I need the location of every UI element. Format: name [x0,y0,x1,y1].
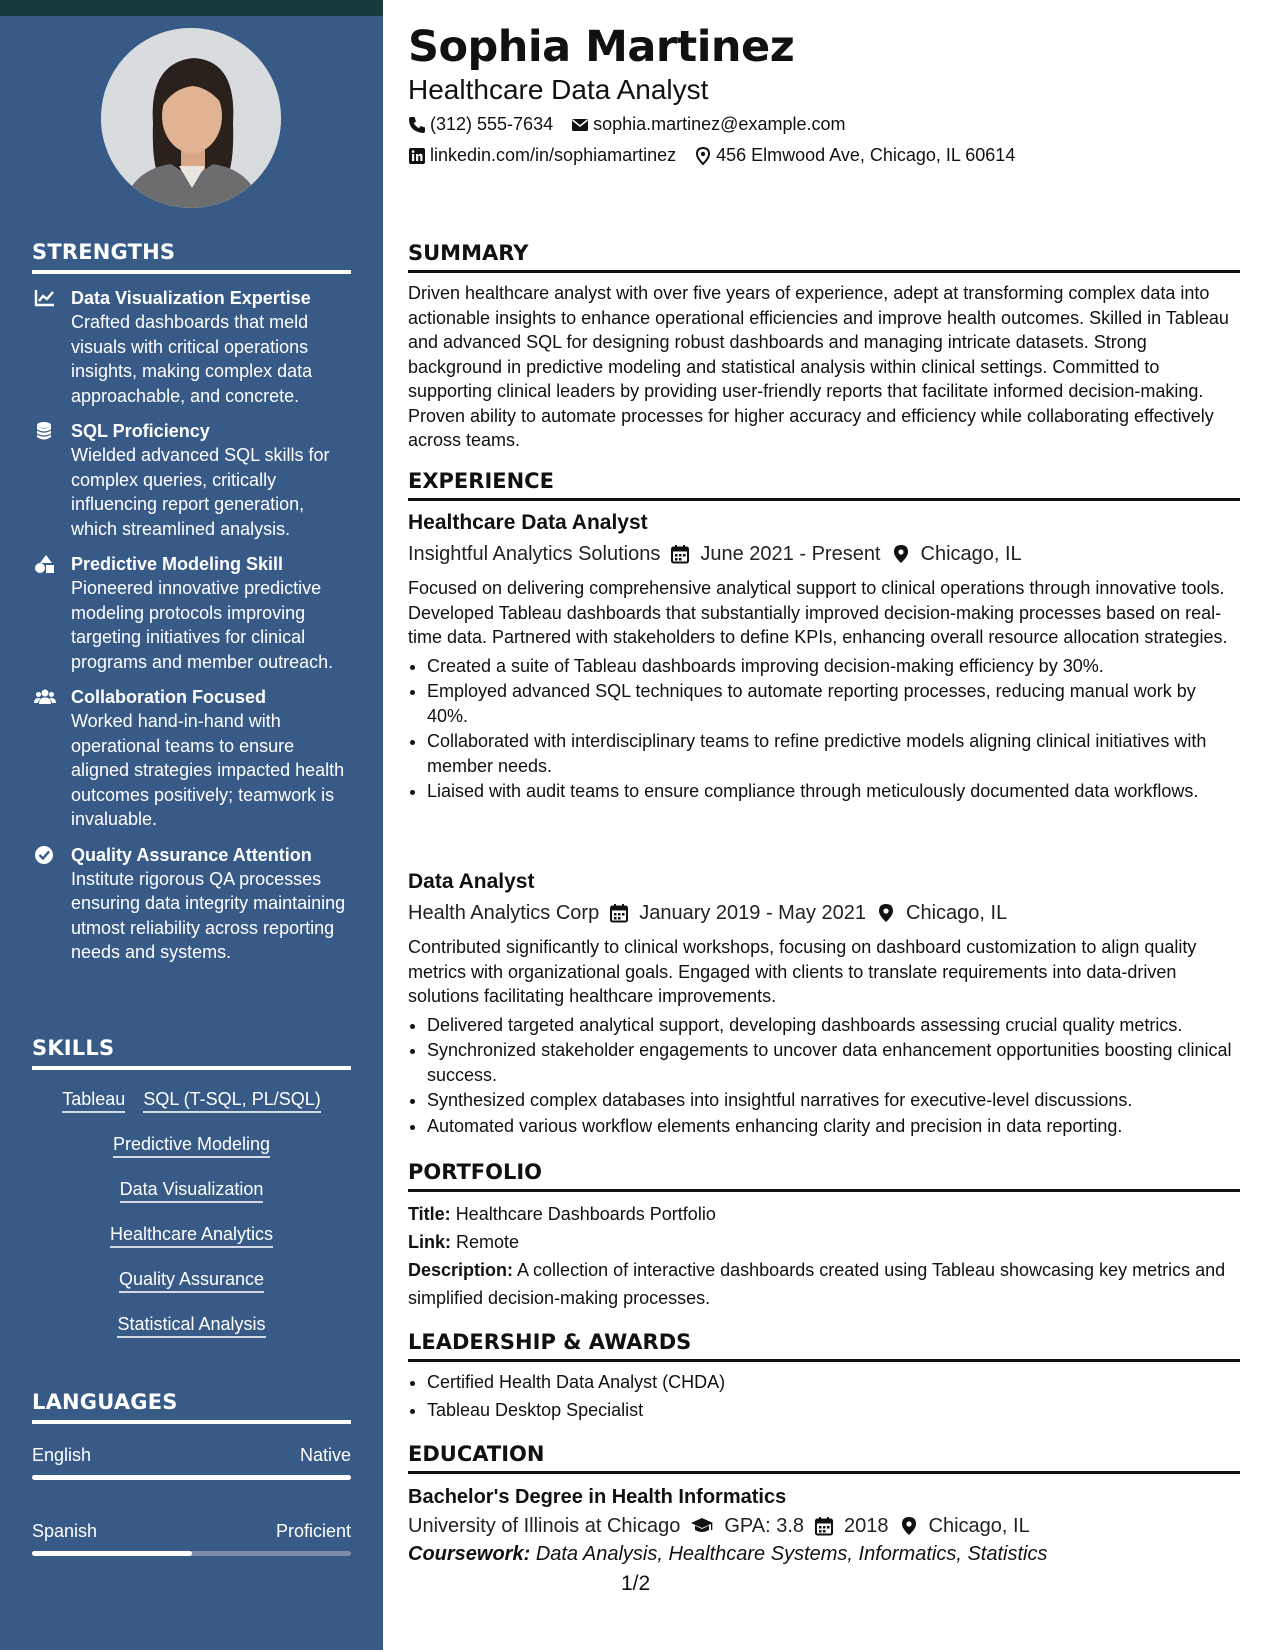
degree-title: Bachelor's Degree in Health Informatics [408,1486,787,1508]
portfolio-heading: PORTFOLIO [408,1160,1240,1192]
awards-block [408,1369,1240,1425]
coursework-text: Data Analysis, Healthcare Systems, Informatics, Statistics [535,1543,1048,1565]
gpa: GPA: 3.8 [724,1515,805,1537]
language-proficiency-bar [32,1551,351,1556]
users-icon [34,687,56,707]
map-marker-icon [891,544,911,564]
strength-desc: Crafted dashboards that meld visuals with critical operations insights, making complex data approachable, and concrete. [71,312,313,406]
experience-heading: EXPERIENCE [408,469,1240,501]
strength-desc: Pioneered innovative predictive modeling protocols improving targeting initiatives for clinical programs and member outreach. [71,578,334,672]
portfolio-block [408,1200,1240,1312]
avatar [101,28,281,208]
portfolio-title-line [408,1200,1240,1228]
school-name: University of Illinois at Chicago [408,1515,681,1537]
contact-row [408,114,845,135]
coursework-line [408,1540,1240,1568]
job-bullet: • Employed advanced SQL techniques to automate reporting processes, reducing manual work by 40%. [427,679,1240,728]
job-bullet: • Synchronized stakeholder engagements to uncover data enhancement opportunities boosting clinical success. [427,1038,1240,1087]
linkedin-contact [408,145,676,166]
map-marker-icon [694,147,712,165]
candidate-role: Healthcare Data Analyst [408,74,709,105]
portfolio-desc-line [408,1256,1240,1312]
job-bullet: • Created a suite of Tableau dashboards improving decision-making efficiency by 30%. [427,654,1240,679]
education-heading: EDUCATION [408,1442,1240,1474]
strength-desc: Institute rigorous QA processes ensuring data integrity maintaining utmost reliability across reporting needs and systems. [71,868,346,962]
strengths-heading: STRENGTHS [32,240,351,274]
strength-desc: Wielded advanced SQL skills for complex queries, critically influencing report generation, which streamlined analysis. [71,445,330,539]
contact-row [408,145,1015,166]
job-bullet: • Synthesized complex databases into insightful narratives for executive-level discussions. [427,1088,1240,1113]
phone-text: (312) 555-7634 [430,114,554,134]
sidebar [0,0,383,1650]
calendar-icon [670,544,690,564]
job-entry [408,510,1240,805]
strength-title: Data Visualization Expertise [71,288,311,308]
strength-item [32,419,351,541]
skill-tag: Quality Assurance [119,1268,264,1293]
job-bullet: • Collaborated with interdisciplinary teams to refine predictive models aligning clinical initiatives with member needs. [427,729,1240,778]
job-bullet: • Automated various workflow elements enhancing clarity and precision in data reporting. [427,1114,1240,1139]
check-circle-icon [34,845,56,865]
award-item: • Certified Health Data Analyst (CHDA) [427,1369,1240,1396]
map-marker-icon [876,903,896,923]
language-item [32,1520,351,1556]
job-location: Chicago, IL [920,543,1022,565]
strengths-section [32,240,351,965]
job-meta [408,899,1240,927]
envelope-icon [571,116,589,134]
language-proficiency-fill [32,1475,351,1480]
phone-contact [408,114,553,135]
language-name: Spanish [32,1521,98,1541]
language-level: Native [299,1445,351,1465]
page-number: 1/2 [621,1572,651,1595]
skills-section [32,1036,351,1358]
address-text: 456 Elmwood Ave, Chicago, IL 60614 [716,145,1016,165]
awards-heading: LEADERSHIP & AWARDS [408,1330,1240,1362]
summary-text: Driven healthcare analyst with over five years of experience, adept at transforming complex data into actionable insights to enhance operational efficiencies and improve health outcomes. Skilled in Tableau and advanced SQL for designing robust dashboards and managing intricate datasets. Strong background in predictive modeling and statistical analysis within clinical settings. Committed to supporting clinical leaders by providing user-friendly reports that facilitate informed decision-making. Proven ability to automate processes for higher accuracy and efficiency while collaborating effectively across teams. [408,283,1229,450]
job-title: Healthcare Data Analyst [408,511,648,534]
coursework-label: Coursework: [408,1543,531,1565]
graduation-year: 2018 [844,1515,889,1537]
skills-heading: SKILLS [32,1036,351,1070]
portfolio-desc: A collection of interactive dashboards created using Tableau showcasing key metrics and simplified decision-making processes. [408,1260,1226,1308]
language-level: Proficient [275,1521,351,1541]
strength-title: Collaboration Focused [71,687,267,707]
chart-line-icon [34,288,56,308]
job-company: Insightful Analytics Solutions [408,543,661,565]
shapes-icon [34,554,56,574]
strength-item [32,843,351,965]
education-location: Chicago, IL [928,1515,1030,1537]
portfolio-link[interactable]: Remote [456,1232,520,1252]
job-dates: June 2021 - Present [700,543,881,565]
profile-photo [101,28,281,208]
strength-item [32,685,351,832]
language-proficiency-fill [32,1551,192,1556]
job-location: Chicago, IL [906,902,1008,924]
email-text: sophia.martinez@example.com [593,114,846,134]
summary-heading: SUMMARY [408,241,1240,273]
database-icon [34,421,56,441]
portfolio-link-label: Link: [408,1232,451,1252]
job-bullet: • Liaised with audit teams to ensure compliance through meticulously documented data workflows. [427,779,1240,804]
portfolio-title-label: Title: [408,1204,451,1224]
job-bullets [408,654,1240,804]
job-bullets [408,1013,1240,1139]
skills-list [32,1088,351,1338]
phone-icon [408,116,426,134]
job-company: Health Analytics Corp [408,902,600,924]
skill-tag: Predictive Modeling [113,1133,270,1158]
skill-tag: SQL (T-SQL, PL/SQL) [143,1088,320,1113]
language-proficiency-bar [32,1475,351,1480]
strength-title: Quality Assurance Attention [71,844,312,865]
strength-title: Predictive Modeling Skill [71,554,284,574]
languages-heading: LANGUAGES [32,1390,351,1424]
job-bullet: • Delivered targeted analytical support, developing dashboards assessing crucial quality metrics. [427,1013,1240,1038]
skill-tag: Data Visualization [120,1178,264,1203]
portfolio-title: Healthcare Dashboards Portfolio [455,1204,716,1224]
linkedin-icon [408,147,426,165]
map-marker-icon [899,1516,919,1536]
skill-tag: Healthcare Analytics [110,1223,273,1248]
top-band [0,0,383,16]
job-dates: January 2019 - May 2021 [639,902,867,924]
awards-list [408,1369,1240,1424]
calendar-icon [814,1516,834,1536]
language-item [32,1444,351,1480]
language-name: English [32,1445,92,1465]
strength-title: SQL Proficiency [71,421,210,441]
languages-section [32,1390,351,1556]
graduation-cap-icon [690,1516,714,1536]
address-contact [694,145,1015,166]
education-meta [408,1512,1240,1540]
job-description: Focused on delivering comprehensive analytical support to clinical operations through innovative tools. Developed Tableau dashboards that substantially improved decision-making processes based on real-time data. Partnered with stakeholders to define KPIs, enhancing overall resource allocation strategies. [408,578,1228,647]
award-item: • Tableau Desktop Specialist [427,1397,1240,1424]
strength-item [32,286,351,408]
job-meta [408,540,1240,568]
strength-item [32,552,351,674]
job-description: Contributed significantly to clinical workshops, focusing on dashboard customization to align quality metrics with organizational goals. Engaged with clients to translate requirements into data-driven solutions facilitating healthcare improvements. [408,937,1197,1006]
skill-tag: Tableau [62,1088,125,1113]
education-block [408,1484,1240,1568]
portfolio-desc-label: Description: [408,1260,514,1280]
candidate-name: Sophia Martinez [408,22,795,72]
job-title: Data Analyst [408,870,535,893]
strength-desc: Worked hand-in-hand with operational teams to ensure aligned strategies impacted health outcomes positively; teamwork is invaluable. [71,711,345,829]
linkedin-text: linkedin.com/in/sophiamartinez [430,145,677,165]
calendar-icon [609,903,629,923]
job-entry [408,869,1240,1139]
email-contact [571,114,845,135]
portfolio-link-line [408,1228,1240,1256]
skill-tag: Statistical Analysis [117,1313,265,1338]
